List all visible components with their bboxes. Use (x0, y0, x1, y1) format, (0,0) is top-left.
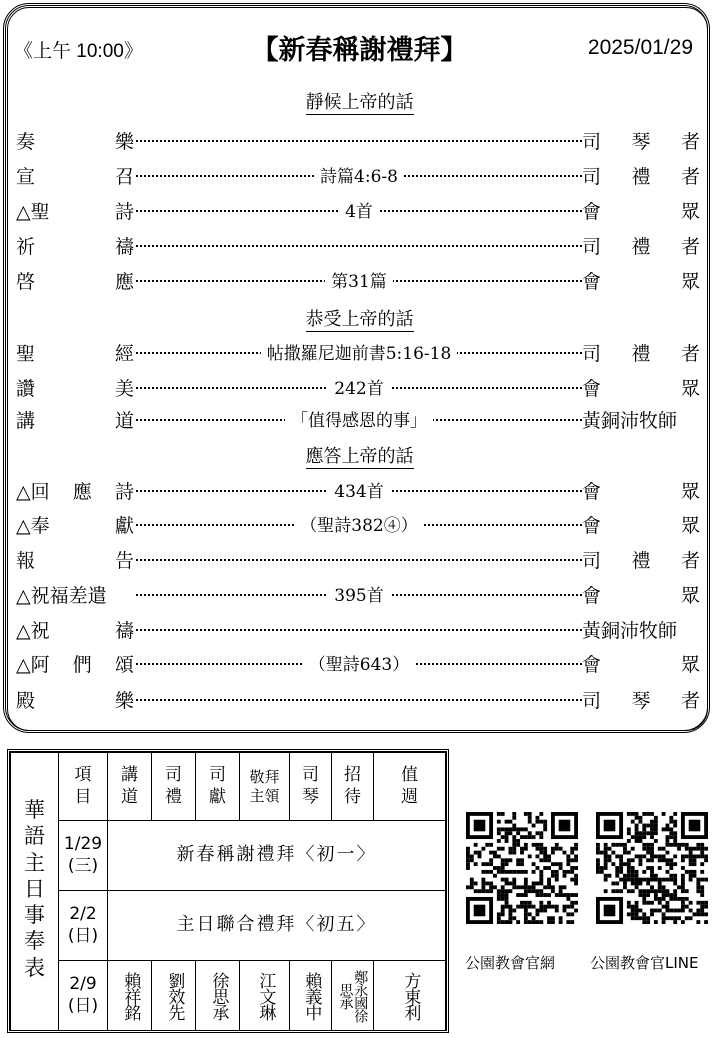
worship-row (16, 265, 700, 295)
dot-leader (136, 245, 582, 247)
row-item-text: 啓 (16, 271, 36, 293)
row-leader: 司 琴 者 (582, 131, 700, 153)
row-item-text: 詩 (114, 201, 134, 223)
row-item (16, 339, 134, 365)
schedule-table (7, 749, 449, 1033)
website-qr-caption: 公園教會官網 (465, 954, 556, 972)
row-item (16, 650, 134, 676)
row-item (16, 546, 134, 572)
service-date: 2025/01/29 (587, 36, 693, 59)
schedule-person: 徐思承 (196, 961, 240, 1031)
schedule-person: 賴祥銘 (108, 961, 152, 1031)
row-item (16, 197, 134, 223)
schedule-date: 2/9 (日) (59, 961, 108, 1031)
worship-row (16, 509, 700, 539)
row-leader: 會 眾 (582, 654, 700, 676)
schedule-person: 劉效先 (152, 961, 196, 1031)
row-leader: 司 禮 者 (582, 236, 700, 258)
dot-leader (136, 559, 582, 561)
row-item (16, 511, 134, 537)
row-leader: 會 眾 (582, 271, 700, 293)
worship-row (16, 230, 700, 260)
row-item (16, 686, 134, 712)
schedule-person: 鄭永國徐思承 (332, 961, 374, 1031)
worship-row (16, 544, 700, 574)
row-leader: 會 眾 (582, 481, 700, 503)
row-item-text: 宣 (16, 166, 36, 188)
row-leader: 黃銅沛牧師 (582, 620, 678, 642)
schedule-date: 1/29 (三) (59, 821, 108, 891)
row-item-text: 道 (114, 410, 134, 432)
worship-row (16, 125, 700, 155)
row-detail: 詩篇4:6-8 (136, 162, 582, 187)
row-item-text: 奏 (16, 131, 36, 153)
row-detail: 第31篇 (136, 267, 582, 292)
line-qr-caption: 公園教會官LINE (590, 954, 699, 972)
worship-row (16, 337, 700, 367)
worship-row (16, 648, 700, 678)
row-item-text: 詩 (114, 481, 134, 503)
row-leader: 會 眾 (582, 378, 700, 400)
row-detail: 242首 (136, 374, 582, 399)
row-leader: 會 眾 (582, 201, 700, 223)
worship-row (16, 404, 700, 434)
worship-row (16, 195, 700, 225)
row-item-text: △奉 (16, 515, 50, 537)
row-item (16, 477, 134, 503)
row-leader: 黃銅沛牧師 (582, 410, 678, 432)
row-item-text: △祝 (16, 620, 50, 642)
dot-leader (136, 140, 582, 142)
section-heading-1: 靜候上帝的話 (305, 92, 414, 113)
row-item-text: △聖 (16, 201, 50, 223)
line-qr-code[interactable] (596, 812, 708, 924)
row-item-text: 讚 (16, 378, 36, 400)
row-item-text: 美 (114, 378, 134, 400)
row-item (16, 127, 134, 153)
schedule-header: 項 目 (59, 753, 108, 821)
schedule-header: 招 待 (332, 753, 374, 821)
row-item (16, 616, 134, 642)
row-leader: 司 琴 者 (582, 690, 700, 712)
schedule-person: 賴義中 (290, 961, 332, 1031)
website-qr-code[interactable] (466, 812, 578, 924)
row-item (16, 232, 134, 258)
row-item-text: 獻 (114, 515, 134, 537)
row-detail: （聖詩382④） (136, 511, 582, 536)
row-item-text: 召 (114, 166, 134, 188)
schedule-date: 2/2 (日) (59, 891, 108, 961)
row-leader: 司 禮 者 (582, 550, 700, 572)
schedule-event: 主日聯合禮拜〈初五〉 (108, 891, 446, 961)
row-item (16, 374, 134, 400)
row-item-text: 報 (16, 550, 36, 572)
row-item (16, 267, 134, 293)
schedule-title: 華 語 主 日 事 奉 表 (11, 753, 59, 1031)
row-detail: 395首 (136, 581, 582, 606)
worship-row (16, 475, 700, 505)
schedule-header: 司 禮 (152, 753, 196, 821)
row-item-text: 樂 (114, 690, 134, 712)
row-detail: 434首 (136, 477, 582, 502)
row-item-text: 們 (72, 654, 92, 676)
row-item-text: 禱 (114, 620, 134, 642)
schedule-person: 方東利 (374, 961, 446, 1031)
service-title: 【新春稱謝禮拜】 (251, 35, 468, 66)
schedule-event: 新春稱謝禮拜〈初一〉 (108, 821, 446, 891)
row-detail: 4首 (136, 197, 582, 222)
section-heading-3: 應答上帝的話 (305, 446, 414, 467)
row-item (16, 406, 134, 432)
schedule-header: 值 週 (374, 753, 446, 821)
row-detail: （聖詩643） (136, 650, 582, 675)
dot-leader (136, 699, 582, 701)
row-leader: 會 眾 (582, 585, 700, 607)
worship-row (16, 684, 700, 714)
row-item-text: 殿 (16, 690, 36, 712)
service-time: 《上午 10:00》 (14, 41, 143, 62)
row-item-text: 告 (114, 550, 134, 572)
row-item-text: △阿 (16, 654, 50, 676)
row-item-text: 祈 (16, 236, 36, 258)
row-item (16, 162, 134, 188)
dot-leader (136, 629, 582, 631)
schedule-person: 江文琳 (240, 961, 290, 1031)
row-item-text: 應 (114, 271, 134, 293)
row-leader: 司 禮 者 (582, 343, 700, 365)
row-detail: 帖撒羅尼迦前書5:16-18 (136, 339, 582, 364)
row-item-text: 應 (72, 481, 92, 503)
row-item-text: △祝福差遣 (16, 585, 107, 607)
schedule-header: 司 琴 (290, 753, 332, 821)
row-leader: 司 禮 者 (582, 166, 700, 188)
row-item (16, 581, 134, 607)
row-item-text: △回 (16, 481, 50, 503)
row-item-text: 經 (114, 343, 134, 365)
worship-row (16, 579, 700, 609)
schedule-header: 司 獻 (196, 753, 240, 821)
worship-row (16, 160, 700, 190)
worship-row (16, 614, 700, 644)
row-item-text: 講 (16, 410, 36, 432)
row-leader: 會 眾 (582, 515, 700, 537)
worship-row (16, 372, 700, 402)
row-item-text: 頌 (114, 654, 134, 676)
row-item-text: 聖 (16, 343, 36, 365)
schedule-header: 講 道 (108, 753, 152, 821)
row-detail: 「值得感恩的事」 (136, 406, 582, 431)
row-item-text: 樂 (114, 131, 134, 153)
row-item-text: 禱 (114, 236, 134, 258)
section-heading-2: 恭受上帝的話 (305, 309, 414, 330)
schedule-header: 敬拜 主領 (240, 753, 290, 821)
